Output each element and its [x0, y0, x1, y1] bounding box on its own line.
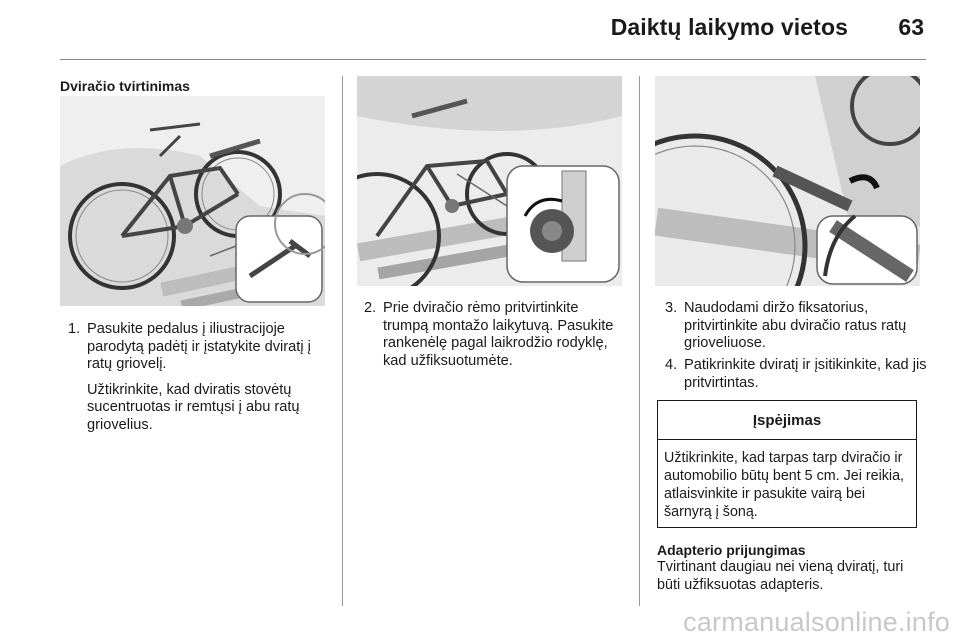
column-divider-2: [639, 76, 640, 606]
step-4-number: 4.: [665, 357, 678, 373]
step-3-text: Naudodami diržo fiksatorius, pritvirtinkite abu dviračio ratus ratų grioveliuose.: [684, 300, 907, 352]
step-2-number: 2.: [364, 300, 377, 316]
warning-title: Įspėjimas: [658, 401, 916, 440]
step-1: [68, 321, 330, 435]
step-2-text: Prie dviračio rėmo pritvirtinkite trumpą montažo laikytuvą. Pasukite rankenėlę pagal laikrodžio rodyklę, kad užfiksuotumėte.: [383, 300, 614, 369]
step-3-number: 3.: [665, 300, 678, 316]
step-4-text: Patikrinkite dviratį ir įsitikinkite, kad jis pritvirtintas.: [684, 357, 927, 391]
page-number: 63: [898, 14, 924, 40]
bike-mounting-illustration-2: [357, 76, 622, 286]
bike-mounting-illustration-3: [655, 76, 920, 286]
section-heading: Dviračio tvirtinimas: [60, 78, 190, 94]
watermark: carmanualsonline.info: [683, 607, 950, 637]
adapter-text: Tvirtinant daugiau nei vieną dviratį, turi būti užfiksuotas adapteris.: [657, 559, 904, 593]
step-3: [665, 300, 927, 353]
step-1-text: Pasukite pedalus į iliustracijoje parodytą padėtį ir įstatykite dviratį į ratų griovelį.: [87, 321, 311, 373]
adapter-heading: Adapterio prijungimas: [657, 542, 806, 558]
step-1-note: Užtikrinkite, kad dviratis stovėtų sucentruotas ir remtųsi į abu ratų griovelius.: [87, 381, 300, 433]
step-2: [364, 300, 626, 370]
warning-text: Užtikrinkite, kad tarpas tarp dviračio ir automobilio būtų bent 5 cm. Jei reikia, atlaisvinkite ir pasukite vairą bei šarnyrą į šoną.: [664, 450, 904, 520]
warning-box: [657, 400, 917, 528]
step-1-number: 1.: [68, 321, 81, 337]
bike-mounting-illustration-1: [60, 96, 325, 306]
page-header-title: Daiktų laikymo vietos: [610, 14, 848, 40]
column-divider-1: [342, 76, 343, 606]
header-divider: [60, 59, 926, 60]
step-4: [665, 357, 927, 392]
